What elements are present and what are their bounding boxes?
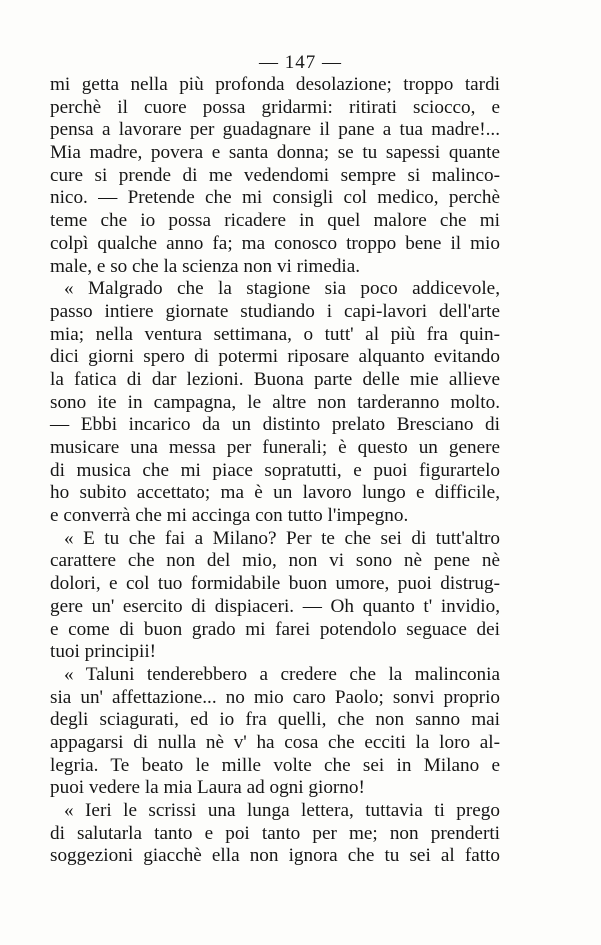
text-line: « Taluni tenderebbero a credere che la malinconia [64, 663, 500, 685]
text-line: sono ite in campagna, le altre non tarderanno molto. [50, 391, 500, 413]
text-line: — Ebbi incarico da un distinto prelato Bresciano di [50, 414, 500, 436]
text-line: e converrà che mi accinga con tutto l'impegno. [50, 505, 409, 527]
text-line: sia un' affettazione... no mio caro Paolo; sonvi proprio [50, 686, 500, 708]
body-text [50, 74, 500, 868]
text-line: puoi vedere la mia Laura ad ogni giorno! [50, 777, 365, 799]
text-line: male, e so che la scienza non vi rimedia. [50, 255, 361, 277]
text-line: teme che io possa ricadere in quel malore che mi [50, 210, 500, 232]
text-line: pensa a lavorare per guadagnare il pane a tua madre!... [50, 119, 500, 141]
text-line: cure si prende di me vedendomi sempre si malinco- [50, 164, 500, 186]
text-line: dici giorni spero di potermi riposare alquanto evitando [50, 346, 500, 368]
text-line: gere un' esercito di dispiaceri. — Oh quanto t' invidio, [50, 595, 500, 617]
text-line: di musica che mi piace sopratutti, e puoi figurartelo [50, 459, 500, 481]
text-line: perchè il cuore possa gridarmi: ritirati sciocco, e [50, 96, 500, 118]
text-line: ho subito accettato; ma è un lavoro lungo e difficile, [50, 482, 500, 504]
text-line: « E tu che fai a Milano? Per te che sei di tutt'altro [64, 527, 500, 549]
text-line: e come di buon grado mi farei potendolo seguace dei [50, 618, 500, 640]
page-number: — 147 — [259, 52, 342, 73]
text-line: « Ieri le scrissi una lunga lettera, tuttavia ti prego [64, 800, 500, 821]
text-line: dolori, e col tuo formidabile buon umore, puoi distrug- [50, 573, 500, 595]
text-line: carattere che non del mio, non vi sono nè pene nè [50, 550, 500, 572]
text-line: mia; nella ventura settimana, o tutt' al più fra quin- [50, 323, 500, 345]
text-line: nico. — Pretende che mi consigli col medico, perchè [50, 187, 500, 209]
text-line: musicare una messa per funerali; è questo un genere [50, 437, 500, 458]
text-line: tuoi principii! [50, 641, 157, 663]
text-line: appagarsi di nulla nè v' ha cosa che ecciti la loro al- [50, 731, 500, 753]
text-line: Mia madre, povera e santa donna; se tu sapessi quante [50, 142, 500, 164]
text-line: soggezioni giacchè ella non ignora che tu sei al fatto [50, 845, 500, 867]
text-line: di salutarla tanto e poi tanto per me; non prenderti [50, 822, 500, 844]
text-line: passo intiere giornate studiando i capi-lavori dell'arte [50, 300, 500, 322]
text-line: degli sciagurati, ed io fra quelli, che non sanno mai [50, 709, 500, 731]
text-line: « Malgrado che la stagione sia poco addicevole, [64, 278, 500, 300]
text-line: la fatica di dar lezioni. Buona parte delle mie allieve [50, 368, 500, 390]
text-line: legria. Te beato le mille volte che sei in Milano e [50, 754, 500, 776]
text-line: mi getta nella più profonda desolazione; troppo tardi [50, 74, 500, 95]
text-line: colpì qualche anno fa; ma conosco troppo bene il mio [50, 232, 500, 254]
